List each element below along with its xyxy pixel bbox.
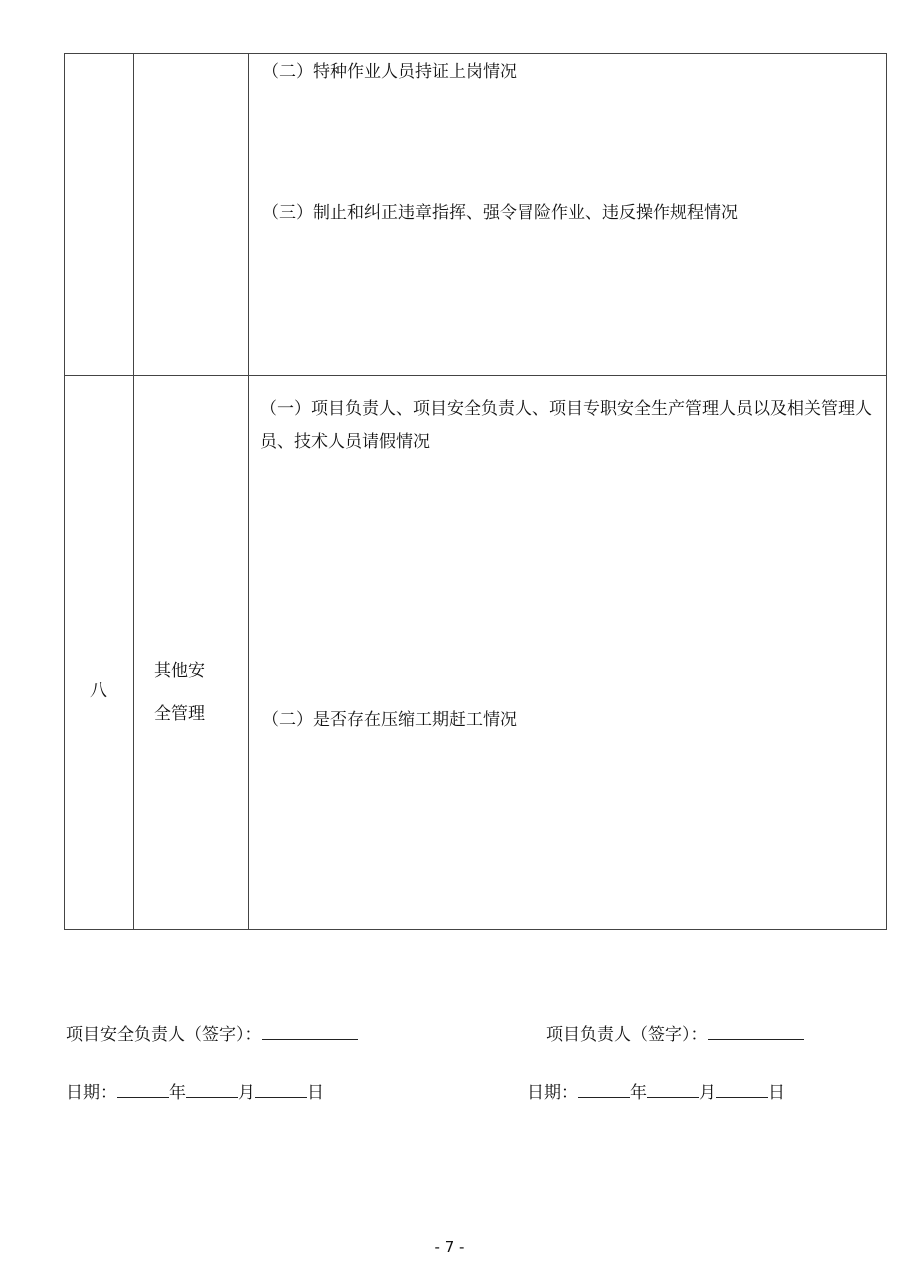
section8-item-1: （一）项目负责人、项目安全负责人、项目专职安全生产管理人员以及相关管理人员、技术人员请假情况 [260,399,872,452]
table-border-right [886,53,887,930]
left-day-label: 日 [307,1083,324,1103]
left-year-label: 年 [169,1083,186,1103]
right-date-label: 日期： [527,1083,578,1103]
left-signature-blank[interactable] [262,1025,358,1040]
left-date-label: 日期： [66,1083,117,1103]
right-signature-blank[interactable] [708,1025,804,1040]
left-signature [66,1025,358,1045]
right-day-blank[interactable] [716,1083,768,1098]
section8-number: 八 [90,681,107,701]
section8-category-line2: 全管理 [154,704,205,724]
section7-item-3: （三）制止和纠正违章指挥、强令冒险作业、违反操作规程情况 [262,203,738,223]
right-date [527,1083,785,1103]
left-month-label: 月 [238,1083,255,1103]
left-month-blank[interactable] [186,1083,238,1098]
section8-category-line1: 其他安 [154,661,205,681]
section8-item-2: （二）是否存在压缩工期赶工情况 [262,710,517,730]
page-number: - 7 - [434,1238,465,1256]
left-date [66,1083,324,1103]
right-year-blank[interactable] [578,1083,630,1098]
right-signature-label: 项目负责人（签字）： [546,1025,708,1045]
right-signature [546,1025,804,1045]
inspection-table [64,53,887,930]
right-month-label: 月 [699,1083,716,1103]
right-month-blank[interactable] [647,1083,699,1098]
row-divider [64,375,887,376]
column-divider-2 [248,53,249,930]
column-divider-1 [133,53,134,930]
table-border-bottom [64,929,887,930]
section7-item-2: （二）特种作业人员持证上岗情况 [262,62,517,82]
table-border-top [64,53,887,54]
left-signature-label: 项目安全负责人（签字）： [66,1025,262,1045]
table-border-left [64,53,65,930]
left-day-blank[interactable] [255,1083,307,1098]
right-year-label: 年 [630,1083,647,1103]
right-day-label: 日 [768,1083,785,1103]
left-year-blank[interactable] [117,1083,169,1098]
